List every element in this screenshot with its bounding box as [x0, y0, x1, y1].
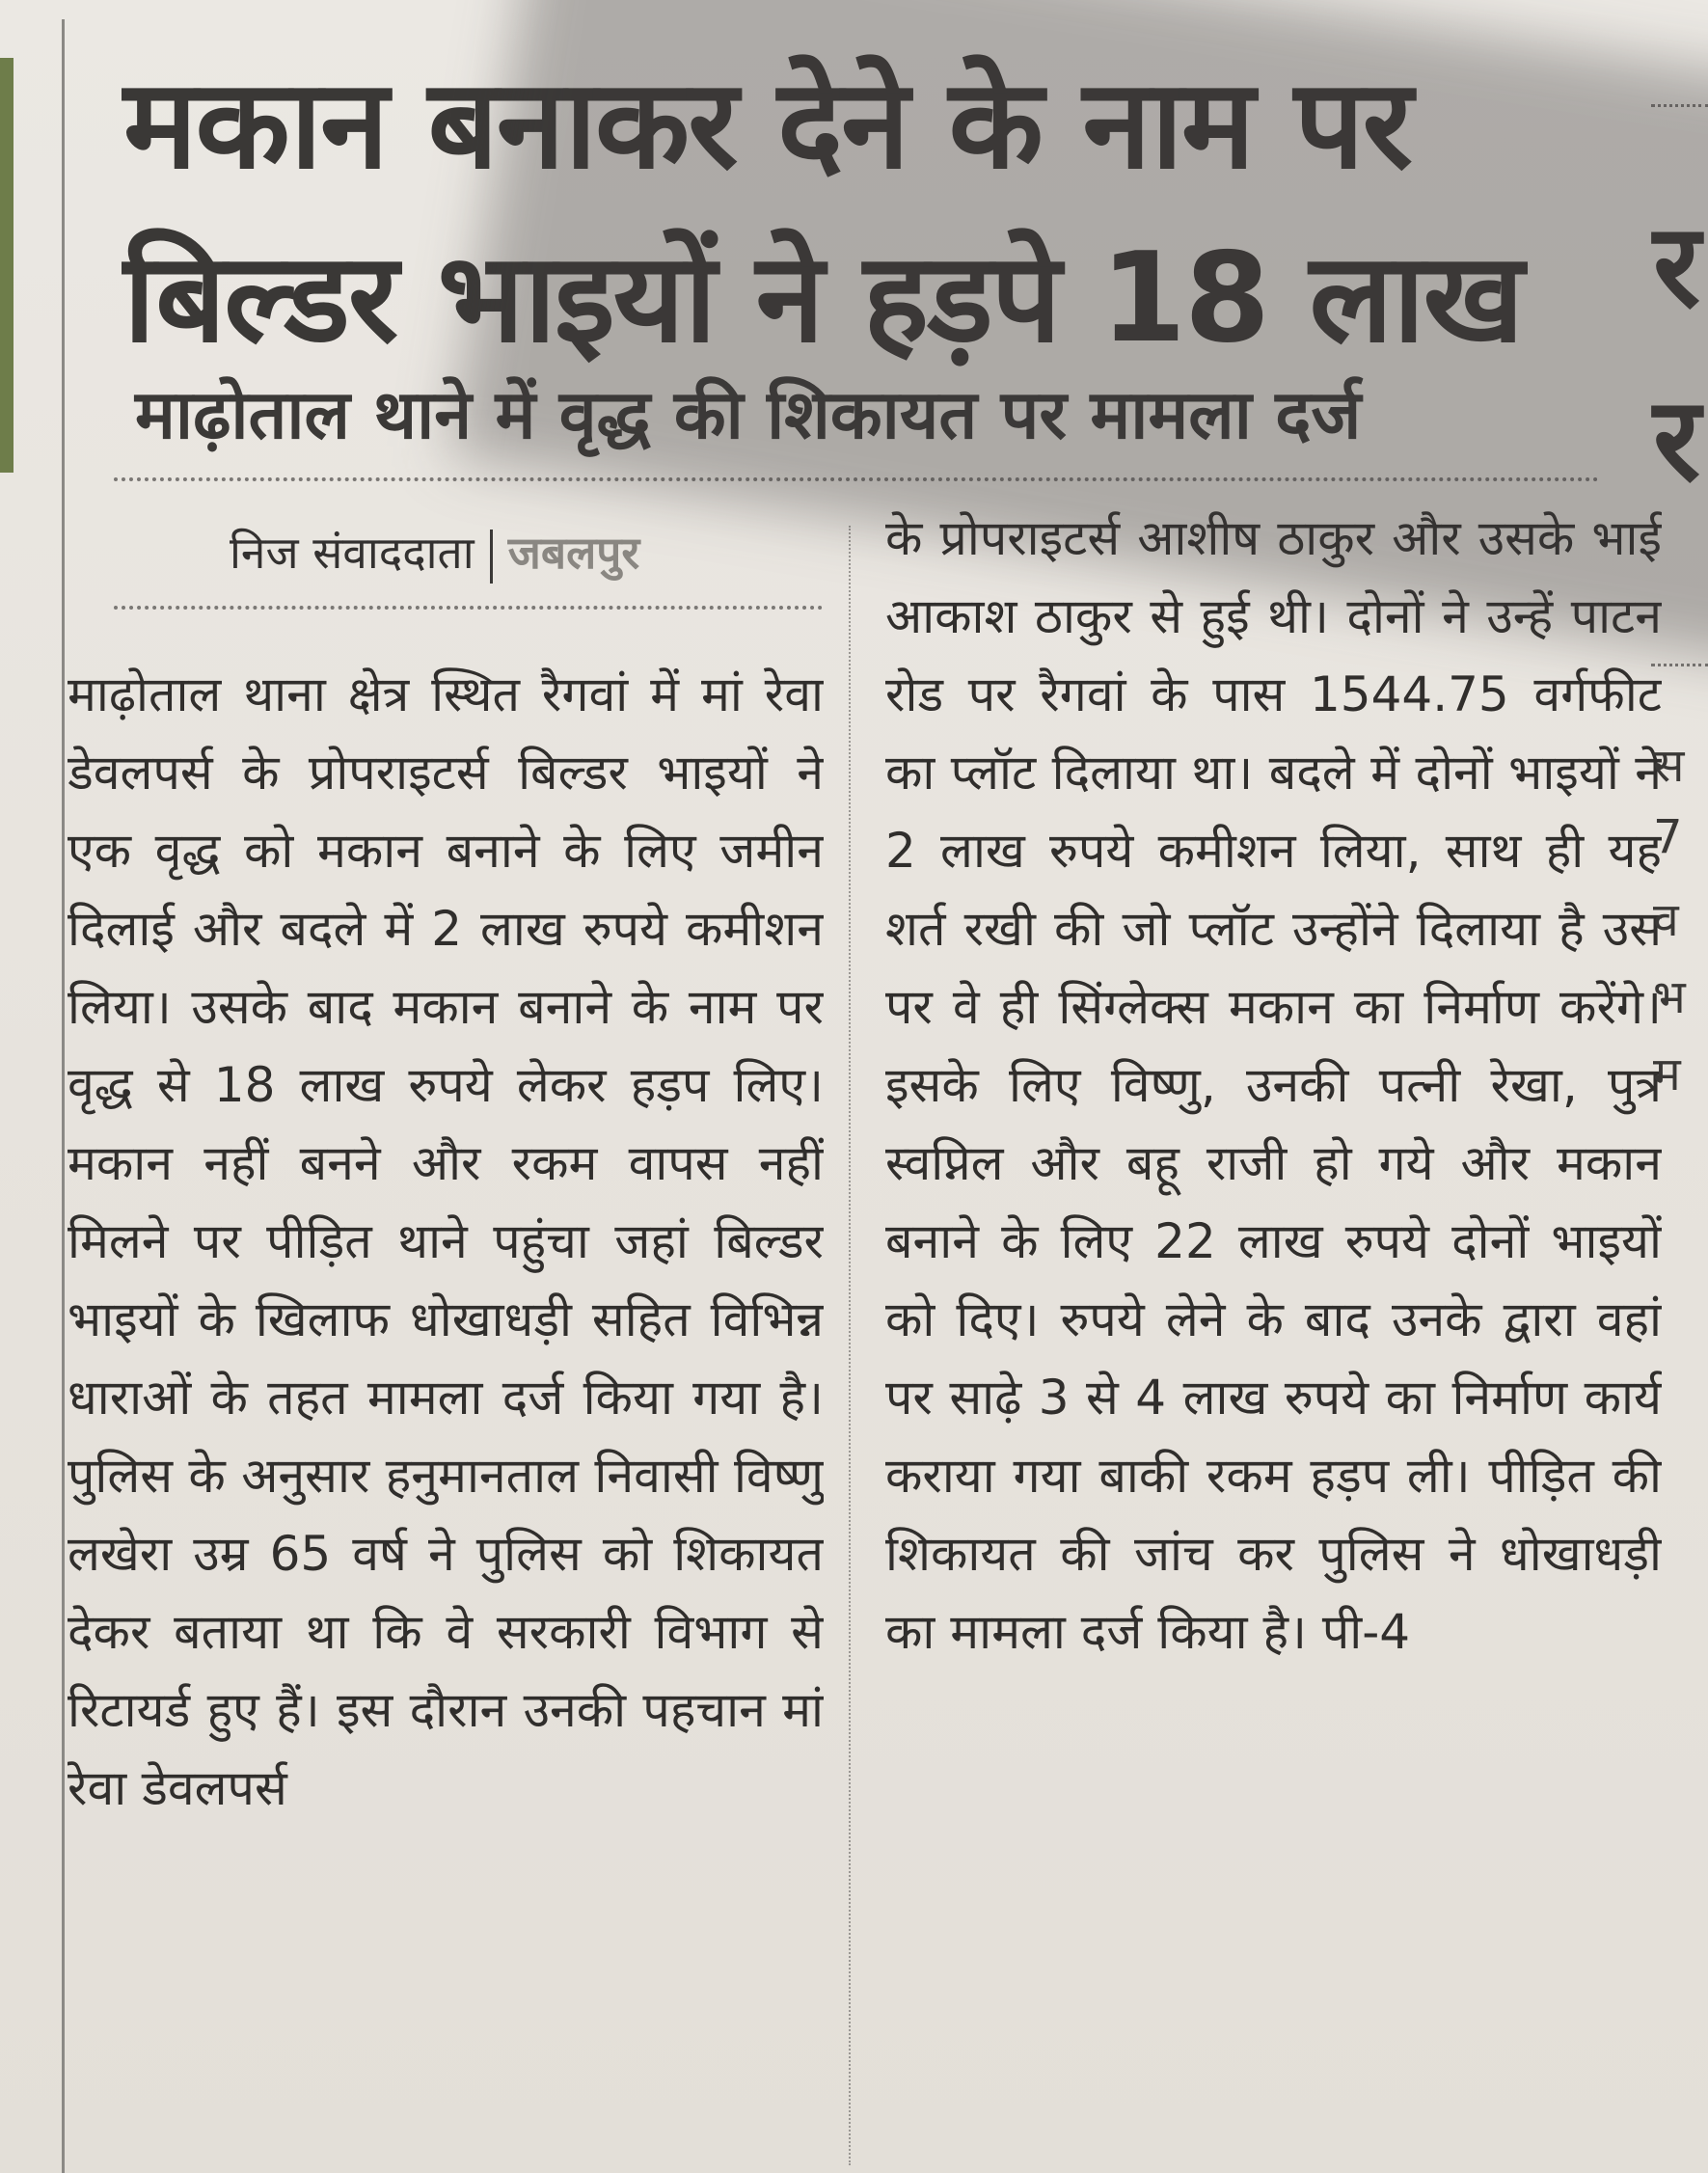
adjacent-glyph-1: र	[1653, 200, 1701, 334]
byline	[230, 519, 639, 586]
byline-place: जबलपुर	[507, 527, 640, 579]
byline-divider	[114, 606, 823, 610]
headline-line-1: मकान बनाकर देने के नाम पर	[123, 53, 1411, 197]
headline-line-2: बिल्डर भाइयों ने हड़पे 18 लाख	[123, 227, 1523, 370]
adjacent-glyph-2: र	[1653, 373, 1701, 507]
adjacent-glyph-5: व	[1653, 893, 1679, 947]
byline-separator	[490, 530, 493, 584]
adjacent-glyph-6: भ	[1653, 970, 1686, 1024]
adjacent-glyph-4: 7	[1653, 810, 1683, 864]
subheadline: माढ़ोताल थाने में वृद्ध की शिकायत पर मामला दर्ज	[135, 375, 1362, 454]
adjacent-glyph-3: स	[1653, 739, 1685, 793]
article-column-left: माढ़ोताल थाना क्षेत्र स्थित रैगवां में मां रेवा डेवलपर्स के प्रोपराइटर्स बिल्डर भाइयों ने एक वृद्ध को मकान बनाने के लिए जमीन दिलाई और बदले में 2 लाख रुपये कमीशन लिया। उसके बाद मकान बनाने के नाम पर वृद्ध से 18 लाख रुपये लेकर हड़प लिए। मकान नहीं बनने और रकम वापस नहीं मिलने पर पीड़ित थाने पहुंचा जहां बिल्डर भाइयों के खिलाफ धोखाधड़ी सहित विभिन्न धाराओं के तहत मामला दर्ज किया गया है। पुलिस के अनुसार हनुमानताल निवासी विष्णु लखेरा उम्र 65 वर्ष ने पुलिस को शिकायत देकर बताया था कि वे सरकारी विभाग से रिटायर्ड हुए हैं। इस दौरान उनकी पहचान मां रेवा डेवलपर्स	[68, 666, 824, 1816]
column-divider	[849, 526, 851, 2165]
adjacent-glyph-7: म	[1653, 1047, 1681, 1101]
adjacent-article-edge	[0, 58, 14, 473]
byline-reporter: निज संवाददाता	[230, 527, 474, 579]
article-column-right: के प्रोपराइटर्स आशीष ठाकुर और उसके भाई आकाश ठाकुर से हुई थी। दोनों ने उन्हें पाटन रोड पर रैगवां के पास 1544.75 वर्गफीट का प्लॉट दिलाया था। बदले में दोनों भाइयों ने 2 लाख रुपये कमीशन लिया, साथ ही यह शर्त रखी की जो प्लॉट उन्होंने दिलाया है उस पर वे ही सिंग्लेक्स मकान का निर्माण करेंगे। इसके लिए विष्णु, उनकी पत्नी रेखा, पुत्र स्वप्निल और बहू राजी हो गये और मकान बनाने के लिए 22 लाख रुपये दोनों भाइयों को दिए। रुपये लेने के बाद उनके द्वारा वहां पर साढ़े 3 से 4 लाख रुपये का निर्माण कार्य कराया गया बाकी रकम हड़प ली। पीड़ित की शिकायत की जांच कर पुलिस ने धोखाधड़ी का मामला दर्ज किया है। पी-4	[885, 510, 1662, 1660]
left-column-rule	[62, 19, 65, 2173]
